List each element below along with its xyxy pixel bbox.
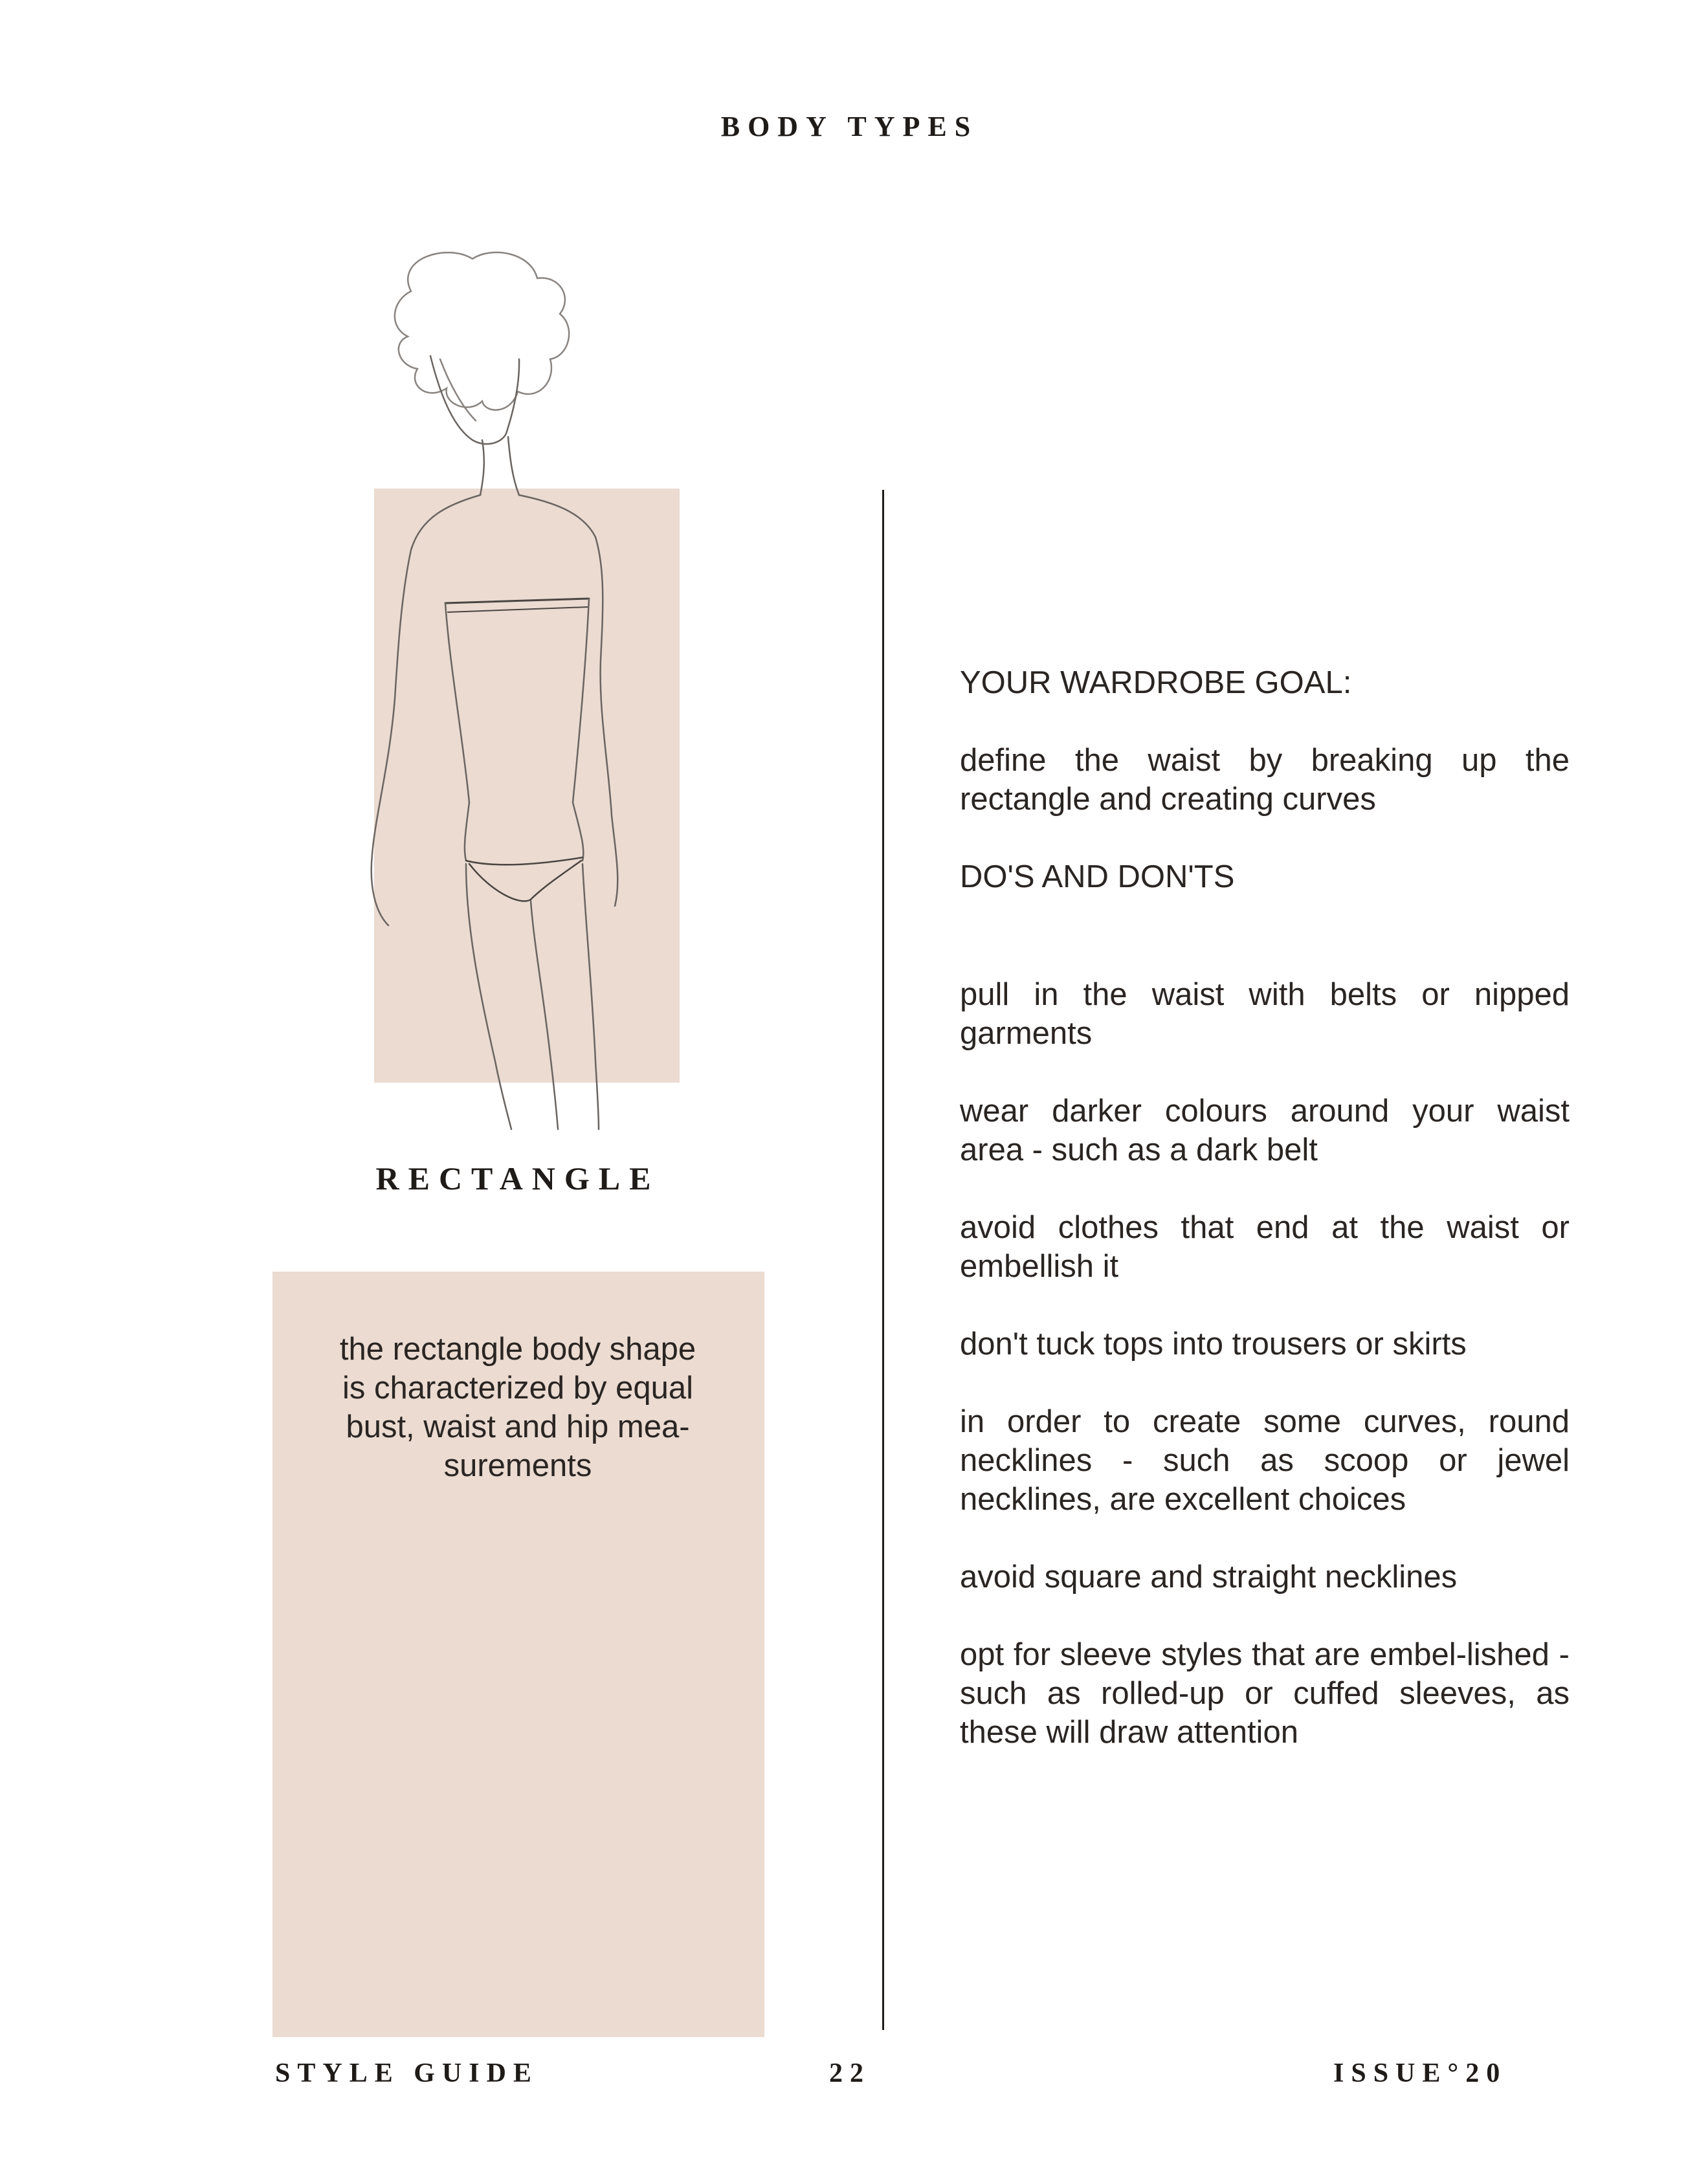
column-divider [882,490,884,2030]
tip-item: don't tuck tops into trousers or skirts [960,1327,1467,1362]
wardrobe-goal-text: define the waist by breaking up the rectangle and creating curves [960,743,1570,817]
description-line: is characterized by equal [342,1371,693,1406]
tip-item: in order to create some curves, round necklines - such as scoop or jewel necklines, are excellent choices [960,1404,1570,1517]
footer-publication: STYLE GUIDE [275,2058,539,2088]
tip-item: avoid clothes that end at the waist or embellish it [960,1210,1570,1284]
tip-item: avoid square and straight necklines [960,1560,1458,1594]
tip-item: opt for sleeve styles that are embel-lished - such as rolled-up or cuffed sleeves, as these will draw attention [960,1637,1570,1750]
description-line: surements [443,1448,592,1483]
tip-item: pull in the waist with belts or nipped garments [960,977,1570,1051]
body-shape-label: RECTANGLE [375,1160,660,1197]
footer-issue: ISSUE°20 [1333,2058,1507,2088]
tip-item: wear darker colours around your waist area - such as a dark belt [960,1094,1570,1167]
wardrobe-advice [960,663,1570,1752]
body-sketch-icon [337,246,699,1132]
dos-donts-heading: DO'S AND DON'TS [960,859,1235,894]
description-line: the rectangle body shape [339,1332,696,1367]
body-shape-description [304,1330,731,1485]
description-line: bust, waist and hip mea- [346,1409,690,1444]
page-section-title: BODY TYPES [720,111,979,142]
wardrobe-goal-heading: YOUR WARDROBE GOAL: [960,665,1352,700]
page-number: 22 [829,2058,871,2088]
